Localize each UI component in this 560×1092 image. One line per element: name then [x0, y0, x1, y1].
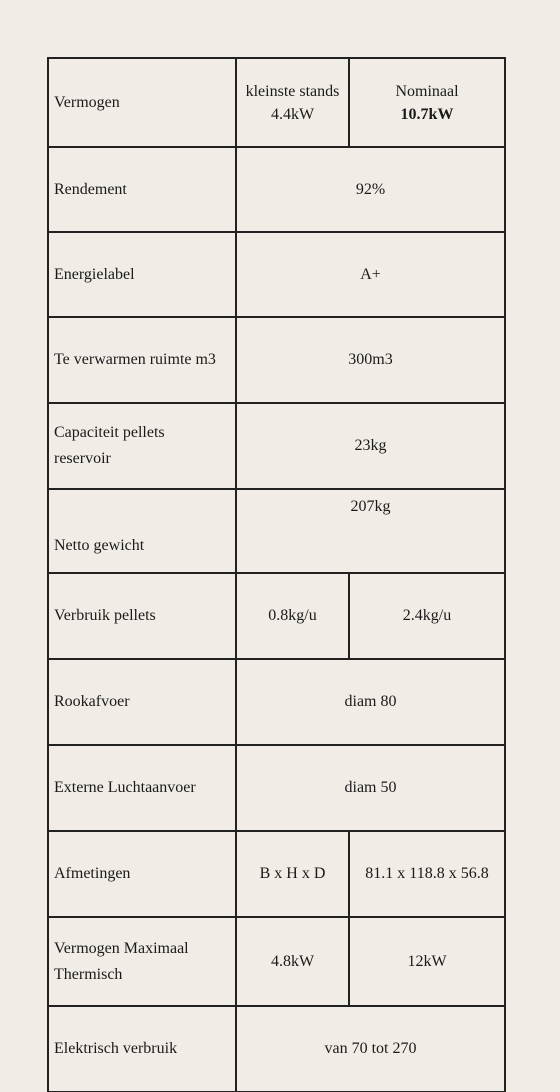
row-value: 300m3	[236, 317, 505, 403]
row-value-nominal: 2.4kg/u	[349, 573, 505, 659]
row-value: diam 80	[236, 659, 505, 745]
row-value: 23kg	[236, 403, 505, 489]
table-row-vermogen	[48, 58, 505, 147]
row-label-line2: Thermisch	[54, 965, 123, 983]
row-value-dimension-labels: B x H x D	[236, 831, 349, 917]
nominal-power-value: 10.7kW	[400, 105, 454, 123]
table-row-gewicht	[48, 489, 505, 573]
row-value-min: 4.8kW	[236, 917, 349, 1006]
nominal-power-heading: Nominaal	[395, 82, 459, 100]
row-label: Rookafvoer	[48, 659, 236, 745]
min-power-cell	[236, 58, 349, 147]
table-row-energielabel	[48, 232, 505, 317]
row-label: Verbruik pellets	[48, 573, 236, 659]
row-label: Te verwarmen ruimte m3	[48, 317, 236, 403]
row-label: Elektrisch verbruik	[48, 1006, 236, 1092]
row-label	[48, 403, 236, 489]
table-row-capaciteit	[48, 403, 505, 489]
row-value-min: 0.8kg/u	[236, 573, 349, 659]
row-label-line1: Vermogen Maximaal	[54, 939, 189, 957]
table-row-elektrisch	[48, 1006, 505, 1092]
table-row-rookafvoer	[48, 659, 505, 745]
row-value: A+	[236, 232, 505, 317]
row-value: van 70 tot 270	[236, 1006, 505, 1092]
row-label-line1: Capaciteit pellets	[54, 424, 165, 441]
row-label: Rendement	[48, 147, 236, 232]
table-row-verbruik-pellets	[48, 573, 505, 659]
specifications-table	[47, 57, 506, 1092]
row-label	[48, 917, 236, 1006]
row-value-dimensions: 81.1 x 118.8 x 56.8	[349, 831, 505, 917]
min-power-heading: kleinste stands	[245, 82, 340, 100]
row-label-line2: reservoir	[54, 450, 111, 467]
table-row-ruimte	[48, 317, 505, 403]
table-row-luchtaanvoer	[48, 745, 505, 831]
table-row-afmetingen	[48, 831, 505, 917]
row-label: Externe Luchtaanvoer	[48, 745, 236, 831]
row-value: 92%	[236, 147, 505, 232]
row-value: 207kg	[236, 489, 505, 573]
nominal-power-cell	[349, 58, 505, 147]
row-value-nominal: 12kW	[349, 917, 505, 1006]
row-label: Afmetingen	[48, 831, 236, 917]
table-row-thermisch	[48, 917, 505, 1006]
min-power-value: 4.4kW	[270, 105, 315, 123]
row-label: Vermogen	[48, 58, 236, 147]
row-label: Energielabel	[48, 232, 236, 317]
row-label: Netto gewicht	[48, 489, 236, 573]
table-row-rendement	[48, 147, 505, 232]
row-value: diam 50	[236, 745, 505, 831]
